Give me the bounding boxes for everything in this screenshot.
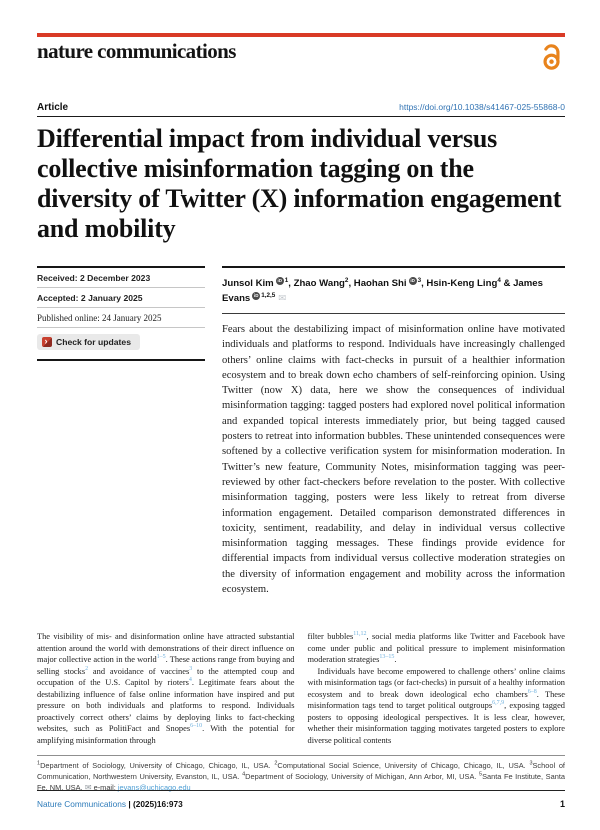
authors-line: Junsol Kim iD $^1$, Zhao Wang$^2$, Haohan Shi iD $^3$, Hsin-Keng Ling$^4$ & James Evans iD $^{1,2,5}$ ✉: [222, 276, 543, 304]
author-name: Zhao Wang: [293, 278, 345, 289]
body-columns: [37, 631, 565, 746]
title-divider: [37, 116, 565, 117]
crossmark-check-icon: [42, 337, 52, 347]
author-name: James Evans: [222, 278, 543, 304]
footer-citation: [37, 799, 183, 809]
dates-column: [37, 266, 205, 597]
email-envelope-icon[interactable]: ✉: [278, 293, 287, 304]
body-column-left: [37, 631, 295, 746]
body-column-right: [308, 631, 566, 746]
footer-volume-citation: | (2025)16:973: [128, 799, 183, 809]
article-type-label: Article: [37, 102, 69, 113]
orcid-id-icon[interactable]: iD: [254, 292, 259, 298]
brand-red-bar: [37, 33, 565, 37]
received-date: Received: 2 December 2023: [37, 268, 205, 288]
page-title: Differential impact from individual versus collective misinformation tagging on the diversity of Twitter (X) information engagement and mobility: [37, 124, 562, 243]
article-header-row: [37, 102, 565, 113]
page-number: 1: [559, 799, 565, 809]
accepted-date: Accepted: 2 January 2025: [37, 288, 205, 308]
abstract-text: Fears about the destabilizing impact of misinformation online have motivated individuals and platforms to respond. Individuals have increasingly challenged others’ online claims with fact-checks in pursuit of a healthier information ecosystem and to break down echo chambers of self-reinforcing opinion. Using Twitter (now X) data, here we show the consequences of individual misinformation tagging: tagged posters had explored novel political information and expanded topical interests immediately prior, but being tagged caused posters to retreat into information bubbles. These unintended consequences were softened by a collective verification system for misinformation moderation. In Twitter’s new feature, Community Notes, misinformation tagging was peer-reviewed by other fact-checkers before revelation to the poster. With collective misinformation tagging, posters were less likely to retreat from diverse information engagement. Detailed comparison demonstrated differences in toxicity, sentiment, readability, and delay in individual versus collective misinformation tagging messages. These findings provide evidence for differential impacts from individual versus collective moderation strategies on the diversity of information engagement and mobility across the information ecosystem.: [222, 324, 565, 596]
author-column: [222, 266, 565, 597]
body-paragraph: Individuals have become empowered to challenge others’ online claims with misinformation tags (or fact-checks) in pursuit of a healthy information ecosystem and to break down ideological echo chambers$^{6-8}$. These misinformation tags tend to target political outgroups$^{6,7,9}$, exposing tagged posters to opposing ideological perspectives. It is less clear, however, whether their misinformation tagging motivates targeted posters to explore diverse political contents: [307, 666, 565, 745]
author-name: Haohan Shi: [353, 278, 407, 289]
meta-section: [37, 266, 565, 597]
orcid-id-icon[interactable]: iD: [277, 277, 282, 283]
body-paragraph: filter bubbles$^{11,12}$, social media platforms like Twitter and Facebook have come under public and political pressure to implement misinformation moderation strategies$^{13-15}$.: [307, 631, 565, 665]
author-name: Hsin-Keng Ling: [426, 278, 498, 289]
page-footer: [37, 790, 565, 809]
email-link[interactable]: jevans@uchicago.edu: [117, 782, 191, 792]
affiliations-footnote: $^1$Department of Sociology, University of Chicago, Chicago, IL, USA. $^2$Computational Social Science, University of Chicago, Chicago, IL, USA. $^3$School of Communication, Northwestern University, Evanston, IL, USA. $^4$Department of Sociology, University of Michigan, Ann Arbor, MI, USA. $^5$Santa Fe Institute, Santa Fe, NM, USA. ✉ e-mail: jevans@uchicago.edu: [37, 755, 565, 793]
body-paragraph: The visibility of mis- and disinformation online have attracted substantial attention around the world with demonstrations of their direct influence on major collective action in the world$^{1-5}$. These actions range from buying and selling stocks$^2$ and avoidance of vaccines$^3$ to the attempted coup and occupation of the U.S. Capitol by rioters$^4$. Legitimate fears about the destabilizing influence of false online information have inspired and put pressure on both individuals and platforms to respond. Individuals proactively correct others’ claims by deploying links to fact-checking websites, such as PolitiFact and Snopes$^{6-10}$. With the potential for amplifying misinformation through: [37, 632, 295, 745]
journal-wordmark: nature communications: [37, 39, 236, 63]
published-date: Published online: 24 January 2025: [37, 308, 205, 328]
orcid-id-icon[interactable]: iD: [410, 277, 415, 283]
footer-journal-link[interactable]: Nature Communications: [37, 799, 126, 809]
check-for-updates-button[interactable]: [37, 334, 140, 350]
check-updates-row: [37, 328, 205, 361]
open-access-lock-icon: [539, 42, 565, 77]
article-page: [0, 33, 600, 809]
doi-link[interactable]: https://doi.org/10.1038/s41467-025-55868-0: [399, 102, 565, 112]
check-updates-label: Check for updates: [56, 337, 131, 347]
masthead: [37, 39, 565, 77]
email-envelope-icon: ✉: [82, 782, 92, 792]
author-name: Junsol Kim: [222, 278, 274, 289]
